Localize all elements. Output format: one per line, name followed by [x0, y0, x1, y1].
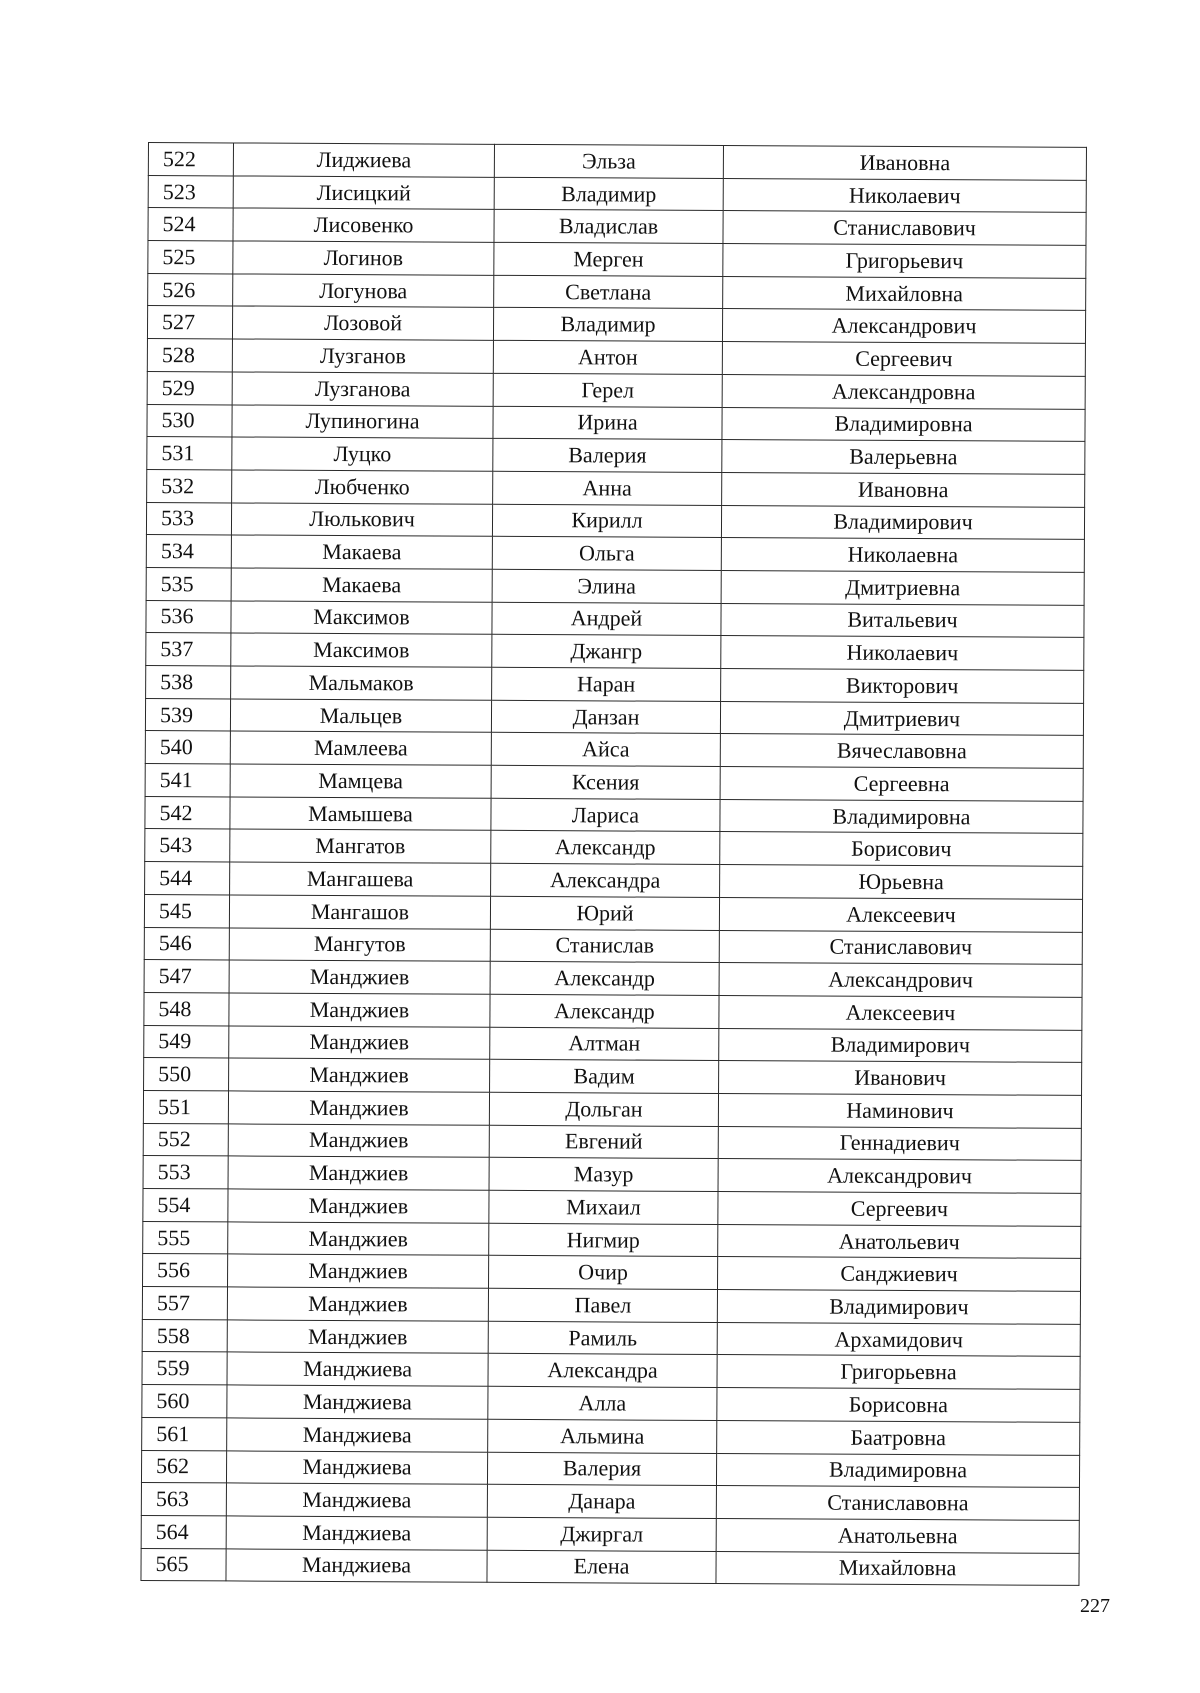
patronymic-cell: Александрович	[722, 309, 1085, 344]
table-row	[144, 960, 1082, 998]
row-number: 565	[141, 1548, 226, 1581]
patronymic-cell: Дмитриевич	[720, 701, 1083, 736]
table-row	[148, 175, 1086, 213]
patronymic-cell: Наминович	[718, 1093, 1081, 1128]
first-name-cell: Дольган	[489, 1092, 718, 1126]
row-number: 548	[144, 992, 229, 1025]
table-row	[146, 535, 1084, 573]
surname-cell: Манджиев	[228, 1189, 489, 1223]
first-name-cell: Светлана	[494, 275, 723, 309]
patronymic-cell: Григорьевич	[723, 244, 1086, 279]
patronymic-cell: Николаевич	[723, 178, 1086, 213]
first-name-cell: Наран	[492, 667, 721, 701]
row-number: 545	[144, 894, 229, 927]
first-name-cell: Анна	[493, 471, 722, 505]
patronymic-cell: Михайловна	[723, 276, 1086, 311]
patronymic-cell: Сергеевич	[718, 1191, 1081, 1226]
row-number: 530	[147, 404, 232, 437]
table-row	[146, 665, 1084, 703]
table-row	[145, 731, 1083, 769]
patronymic-cell: Баатровна	[717, 1420, 1080, 1455]
row-number: 558	[142, 1319, 227, 1352]
table-row	[144, 1058, 1082, 1096]
first-name-cell: Александр	[490, 961, 719, 995]
surname-cell: Манджиев	[228, 1156, 489, 1190]
table-row	[145, 698, 1083, 736]
patronymic-cell: Николаевич	[721, 636, 1084, 671]
first-name-cell: Джангр	[492, 635, 721, 669]
table-row	[147, 404, 1085, 442]
surname-cell: Манджиев	[228, 1091, 489, 1125]
row-number: 562	[141, 1450, 226, 1483]
first-name-cell: Рамиль	[488, 1321, 717, 1355]
surname-cell: Мангутов	[229, 927, 490, 961]
row-number: 564	[141, 1515, 226, 1548]
row-number: 542	[145, 796, 230, 829]
first-name-cell: Вадим	[490, 1060, 719, 1094]
first-name-cell: Очир	[489, 1256, 718, 1290]
table-row	[144, 927, 1082, 965]
first-name-cell: Элина	[492, 569, 721, 603]
patronymic-cell: Борисович	[720, 832, 1083, 867]
first-name-cell: Герел	[493, 373, 722, 407]
patronymic-cell: Ивановна	[723, 146, 1086, 181]
table-row	[144, 894, 1082, 932]
row-number: 522	[148, 143, 233, 176]
row-number: 536	[146, 600, 231, 633]
first-name-cell: Юрий	[490, 896, 719, 930]
surname-cell: Логинов	[233, 241, 494, 275]
row-number: 560	[142, 1385, 227, 1418]
surname-cell: Манджиева	[227, 1352, 488, 1386]
patronymic-cell: Сергеевич	[722, 342, 1085, 377]
first-name-cell: Андрей	[492, 602, 721, 636]
first-name-cell: Валерия	[487, 1452, 716, 1486]
surname-cell: Манджиев	[229, 1058, 490, 1092]
surname-cell: Манджиев	[229, 960, 490, 994]
table-row	[148, 208, 1086, 246]
patronymic-cell: Борисовна	[717, 1388, 1080, 1423]
table-row	[142, 1287, 1080, 1325]
patronymic-cell: Михайловна	[716, 1551, 1079, 1586]
table-row	[141, 1548, 1079, 1586]
patronymic-cell: Александровна	[722, 374, 1085, 409]
table-row	[146, 567, 1084, 605]
first-name-cell: Алтман	[490, 1027, 719, 1061]
first-name-cell: Кирилл	[492, 504, 721, 538]
first-name-cell: Михаил	[489, 1190, 718, 1224]
surname-cell: Лозовой	[232, 306, 493, 340]
first-name-cell: Александр	[491, 831, 720, 865]
surname-cell: Лузганова	[232, 372, 493, 406]
row-number: 525	[148, 241, 233, 274]
surname-cell: Манджиева	[227, 1385, 488, 1419]
surname-cell: Манджиева	[226, 1450, 487, 1484]
table-row	[146, 502, 1084, 540]
table-row	[142, 1352, 1080, 1390]
row-number: 549	[144, 1025, 229, 1058]
table-row	[148, 241, 1086, 279]
surname-cell: Манджиев	[227, 1320, 488, 1354]
surname-cell: Манджиева	[226, 1483, 487, 1517]
surname-cell: Макаева	[231, 535, 492, 569]
surname-cell: Лиджиева	[233, 143, 494, 177]
row-number: 556	[143, 1254, 228, 1287]
roster-table-body	[141, 143, 1087, 1586]
surname-cell: Мамцева	[230, 764, 491, 798]
surname-cell: Манджиев	[229, 993, 490, 1027]
surname-cell: Логунова	[233, 274, 494, 308]
table-row	[142, 1385, 1080, 1423]
row-number: 543	[145, 829, 230, 862]
table-row	[145, 829, 1083, 867]
row-number: 551	[143, 1090, 228, 1123]
row-number: 547	[144, 960, 229, 993]
row-number: 552	[143, 1123, 228, 1156]
row-number: 539	[145, 698, 230, 731]
row-number: 524	[148, 208, 233, 241]
surname-cell: Мальцев	[230, 699, 491, 733]
patronymic-cell: Витальевич	[721, 603, 1084, 638]
row-number: 529	[147, 371, 232, 404]
row-number: 541	[145, 764, 230, 797]
patronymic-cell: Ивановна	[722, 472, 1085, 507]
first-name-cell: Павел	[488, 1288, 717, 1322]
surname-cell: Манджиева	[226, 1548, 487, 1582]
patronymic-cell: Владимировна	[720, 799, 1083, 834]
surname-cell: Лузганов	[232, 339, 493, 373]
patronymic-cell: Владимировна	[722, 407, 1085, 442]
first-name-cell: Данзан	[491, 700, 720, 734]
row-number: 532	[147, 469, 232, 502]
table-row	[148, 273, 1086, 311]
patronymic-cell: Александрович	[719, 963, 1082, 998]
patronymic-cell: Юрьевна	[720, 865, 1083, 900]
patronymic-cell: Алексеевич	[719, 995, 1082, 1030]
patronymic-cell: Станиславовна	[716, 1486, 1079, 1521]
first-name-cell: Владимир	[493, 308, 722, 342]
patronymic-cell: Геннадиевич	[718, 1126, 1081, 1161]
surname-cell: Мангашов	[229, 895, 490, 929]
table-row	[147, 371, 1085, 409]
row-number: 533	[146, 502, 231, 535]
patronymic-cell: Станиславович	[723, 211, 1086, 246]
first-name-cell: Мазур	[489, 1158, 718, 1192]
row-number: 527	[147, 306, 232, 339]
table-row	[141, 1515, 1079, 1553]
patronymic-cell: Сергеевна	[720, 767, 1083, 802]
patronymic-cell: Александрович	[718, 1159, 1081, 1194]
table-row	[143, 1221, 1081, 1259]
table-row	[143, 1123, 1081, 1161]
table-row	[143, 1188, 1081, 1226]
surname-cell: Манджиева	[227, 1418, 488, 1452]
row-number: 563	[141, 1483, 226, 1516]
patronymic-cell: Анатольевич	[718, 1224, 1081, 1259]
first-name-cell: Мерген	[494, 242, 723, 276]
first-name-cell: Ксения	[491, 765, 720, 799]
surname-cell: Манджиев	[228, 1254, 489, 1288]
table-row	[147, 306, 1085, 344]
patronymic-cell: Дмитриевна	[721, 570, 1084, 605]
surname-cell: Лупиногина	[232, 404, 493, 438]
surname-cell: Любченко	[232, 470, 493, 504]
patronymic-cell: Владимировна	[716, 1453, 1079, 1488]
patronymic-cell: Григорьевна	[717, 1355, 1080, 1390]
surname-cell: Мангашева	[230, 862, 491, 896]
row-number: 537	[146, 633, 231, 666]
row-number: 535	[146, 567, 231, 600]
patronymic-cell: Владимирович	[721, 505, 1084, 540]
table-row	[143, 1156, 1081, 1194]
first-name-cell: Антон	[493, 340, 722, 374]
table-row	[142, 1319, 1080, 1357]
first-name-cell: Евгений	[489, 1125, 718, 1159]
surname-cell: Мамлеева	[230, 731, 491, 765]
patronymic-cell: Станиславович	[719, 930, 1082, 965]
first-name-cell: Альмина	[488, 1419, 717, 1453]
surname-cell: Манджиев	[228, 1222, 489, 1256]
surname-cell: Манджиева	[226, 1516, 487, 1550]
row-number: 538	[146, 665, 231, 698]
patronymic-cell: Викторович	[721, 669, 1084, 704]
row-number: 550	[144, 1058, 229, 1091]
row-number: 526	[148, 273, 233, 306]
table-row	[144, 1025, 1082, 1063]
table-row	[145, 764, 1083, 802]
patronymic-cell: Владимирович	[719, 1028, 1082, 1063]
first-name-cell: Джиргал	[487, 1517, 716, 1551]
first-name-cell: Эльза	[494, 144, 723, 178]
surname-cell: Максимов	[231, 633, 492, 667]
first-name-cell: Нигмир	[489, 1223, 718, 1257]
surname-cell: Манджиев	[227, 1287, 488, 1321]
first-name-cell: Елена	[487, 1550, 716, 1584]
row-number: 561	[142, 1417, 227, 1450]
table-row	[145, 796, 1083, 834]
roster-table	[140, 142, 1087, 1586]
patronymic-cell: Архамидович	[717, 1322, 1080, 1357]
row-number: 534	[146, 535, 231, 568]
patronymic-cell: Валерьевна	[722, 440, 1085, 475]
first-name-cell: Владислав	[494, 210, 723, 244]
row-number: 531	[147, 437, 232, 470]
row-number: 546	[144, 927, 229, 960]
surname-cell: Мамышева	[230, 797, 491, 831]
surname-cell: Манджиев	[228, 1124, 489, 1158]
table-row	[141, 1450, 1079, 1488]
table-row	[144, 992, 1082, 1030]
table-row	[142, 1417, 1080, 1455]
row-number: 555	[143, 1221, 228, 1254]
patronymic-cell: Николаевна	[721, 538, 1084, 573]
row-number: 553	[143, 1156, 228, 1189]
patronymic-cell: Иванович	[719, 1061, 1082, 1096]
surname-cell: Макаева	[231, 568, 492, 602]
first-name-cell: Александра	[488, 1354, 717, 1388]
first-name-cell: Станислав	[490, 929, 719, 963]
table-row	[143, 1090, 1081, 1128]
table-row	[147, 437, 1085, 475]
first-name-cell: Александр	[490, 994, 719, 1028]
row-number: 528	[147, 339, 232, 372]
patronymic-cell: Анатольевна	[716, 1518, 1079, 1553]
patronymic-cell: Алексеевич	[719, 897, 1082, 932]
table-row	[145, 862, 1083, 900]
row-number: 557	[142, 1287, 227, 1320]
table-row	[141, 1483, 1079, 1521]
first-name-cell: Ольга	[492, 537, 721, 571]
first-name-cell: Владимир	[494, 177, 723, 211]
row-number: 554	[143, 1188, 228, 1221]
row-number: 544	[145, 862, 230, 895]
first-name-cell: Валерия	[493, 438, 722, 472]
row-number: 540	[145, 731, 230, 764]
surname-cell: Манджиев	[229, 1025, 490, 1059]
surname-cell: Максимов	[231, 601, 492, 635]
first-name-cell: Данара	[487, 1484, 716, 1518]
first-name-cell: Александра	[491, 863, 720, 897]
surname-cell: Лисовенко	[233, 208, 494, 242]
table-row	[147, 339, 1085, 377]
surname-cell: Мальмаков	[231, 666, 492, 700]
row-number: 559	[142, 1352, 227, 1385]
row-number: 523	[148, 175, 233, 208]
patronymic-cell: Владимирович	[717, 1290, 1080, 1325]
patronymic-cell: Вячеславовна	[720, 734, 1083, 769]
table-row	[146, 633, 1084, 671]
table-row	[147, 469, 1085, 507]
table-row	[146, 600, 1084, 638]
surname-cell: Луцко	[232, 437, 493, 471]
first-name-cell: Ирина	[493, 406, 722, 440]
first-name-cell: Лариса	[491, 798, 720, 832]
first-name-cell: Алла	[488, 1386, 717, 1420]
first-name-cell: Айса	[491, 733, 720, 767]
page-number: 227	[1080, 1595, 1110, 1617]
table-row	[143, 1254, 1081, 1292]
surname-cell: Люлькович	[231, 503, 492, 537]
patronymic-cell: Санджиевич	[717, 1257, 1080, 1292]
surname-cell: Мангатов	[230, 829, 491, 863]
table-row	[148, 143, 1086, 181]
surname-cell: Лисицкий	[233, 176, 494, 210]
